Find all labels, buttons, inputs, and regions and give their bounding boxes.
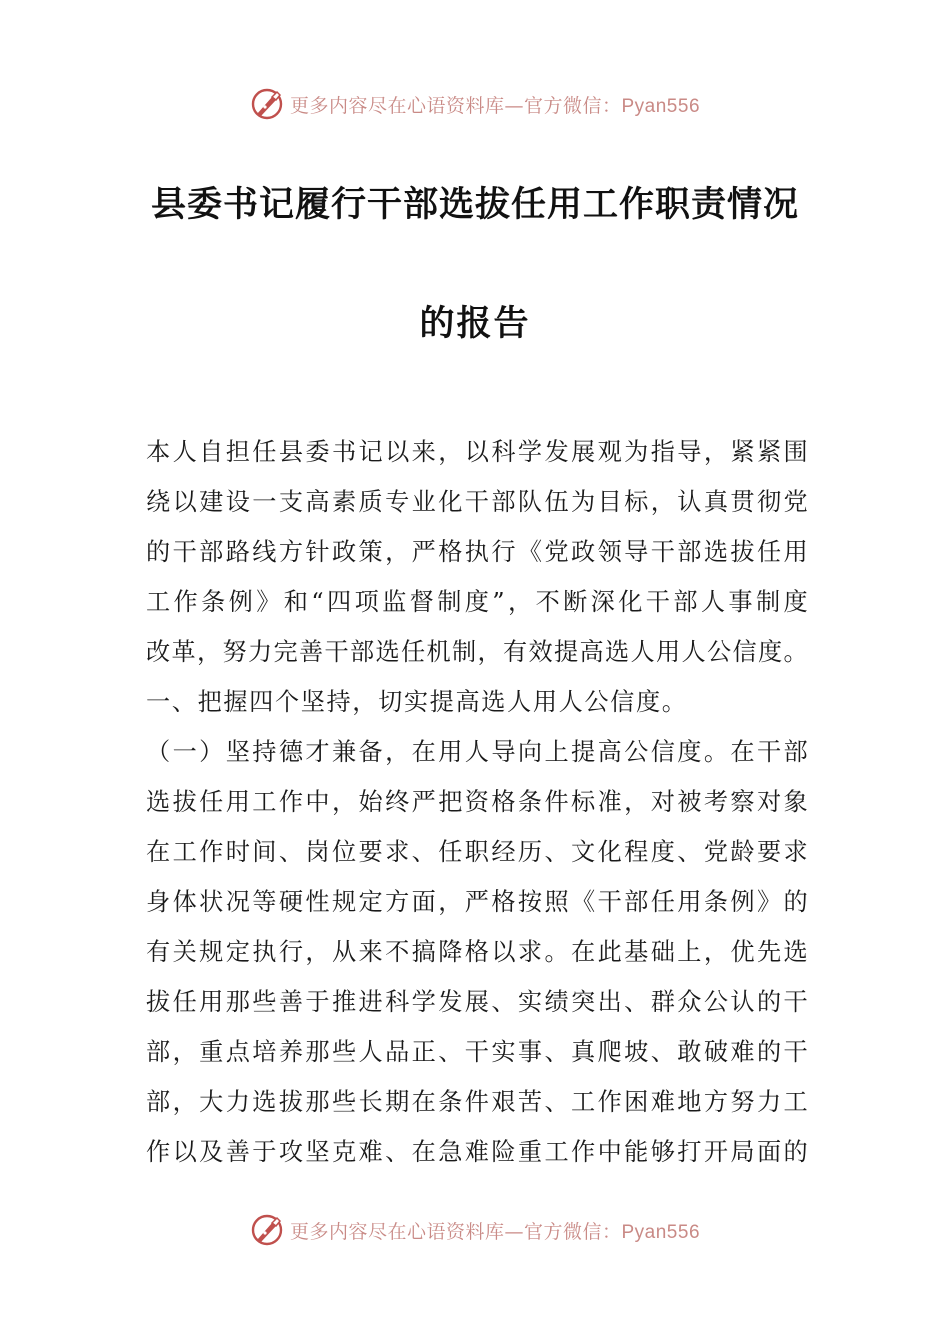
footer-watermark (0, 1210, 950, 1250)
body-line: 有关规定执行，从来不搞降格以求。在此基础上，优先选 (146, 938, 808, 966)
body-line: 在工作时间、岗位要求、任职经历、文化程度、党龄要求 (146, 838, 808, 866)
body-line: 部，大力选拔那些长期在条件艰苦、工作困难地方努力工 (146, 1088, 808, 1116)
body-line: 改革，努力完善干部选任机制，有效提高选人用人公信度。 (146, 638, 808, 666)
body-line: 作以及善于攻坚克难、在急难险重工作中能够打开局面的 (146, 1138, 808, 1166)
section-heading: 一、把握四个坚持，切实提高选人用人公信度。 (146, 688, 688, 716)
body-line: （一）坚持德才兼备，在用人导向上提高公信度。在干部 (146, 738, 808, 766)
watermark-text (290, 1217, 700, 1244)
watermark-text-latin: Pyan556 (621, 1221, 701, 1243)
body-line: 的干部路线方针政策，严格执行《党政领导干部选拔任用 (146, 538, 808, 566)
body-line: 本人自担任县委书记以来，以科学发展观为指导，紧紧围 (146, 438, 808, 466)
body-line: 工作条例》和“四项监督制度”，不断深化干部人事制度 (146, 588, 808, 616)
document-body (146, 427, 808, 1177)
document-title-line-1: 县委书记履行干部选拔任用工作职责情况 (150, 185, 799, 225)
body-line: 部，重点培养那些人品正、干实事、真爬坡、敢破难的干 (146, 1038, 808, 1066)
body-line: 身体状况等硬性规定方面，严格按照《干部任用条例》的 (146, 888, 808, 916)
watermark-text-latin: Pyan556 (621, 95, 701, 117)
watermark-text-cn: 更多内容尽在心语资料库—官方微信： (289, 1220, 622, 1243)
document-title-line-2: 的报告 (419, 304, 531, 344)
header-watermark (0, 84, 950, 124)
body-line: 选拔任用工作中，始终严把资格条件标准，对被考察对象 (146, 788, 808, 816)
body-line: 绕以建设一支高素质专业化干部队伍为目标，认真贯彻党 (146, 488, 808, 516)
pen-nib-logo-icon (250, 87, 284, 121)
pen-nib-logo-icon (250, 1213, 284, 1247)
watermark-text-cn: 更多内容尽在心语资料库—官方微信： (289, 94, 622, 117)
watermark-text (290, 91, 700, 118)
body-line: 拔任用那些善于推进科学发展、实绩突出、群众公认的干 (146, 988, 808, 1016)
